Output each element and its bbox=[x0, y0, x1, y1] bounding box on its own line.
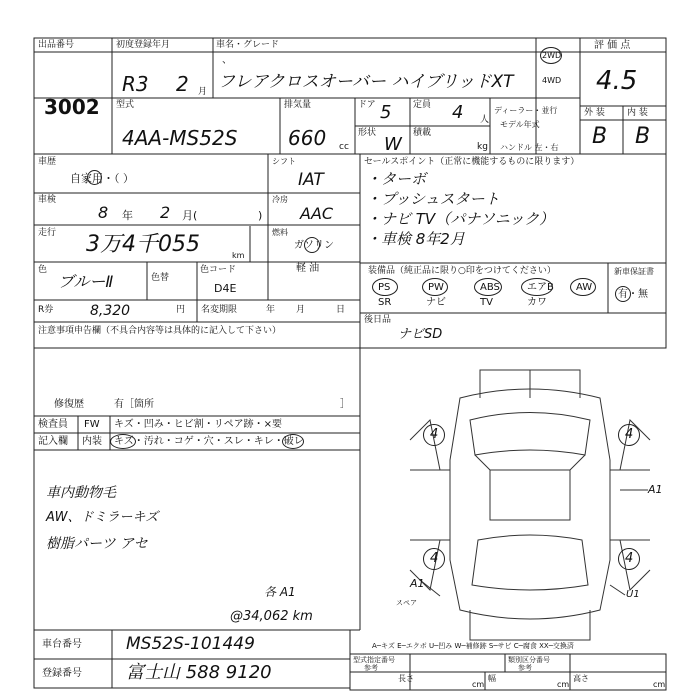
recheck-note: 各 A1 bbox=[264, 585, 296, 599]
shift-label: シフト bbox=[272, 157, 296, 166]
retrofit-label: 後日品 bbox=[364, 315, 392, 325]
doors: 5 bbox=[380, 102, 392, 123]
shape: W bbox=[384, 134, 402, 155]
plate-number: 富士山 588 9120 bbox=[126, 662, 272, 683]
height-unit: cm bbox=[653, 680, 666, 689]
dealer-label: ディーラー・並行 bbox=[494, 106, 558, 115]
class-ref: 参考 bbox=[518, 664, 532, 672]
history-label: 車歴 bbox=[38, 157, 57, 167]
car-name-tick: 、 bbox=[222, 55, 232, 66]
chassis-label: 車台番号 bbox=[42, 639, 82, 650]
color-code-label: 色コード bbox=[200, 265, 237, 275]
name-change-day: 日 bbox=[336, 305, 346, 315]
notes-label: 注意事項申告欄（不具合内容等は具体的に記入して下さい） bbox=[38, 326, 282, 336]
shift: IAT bbox=[298, 170, 324, 190]
equip-label: 装備品（純正品に限り○印をつけてください） bbox=[368, 266, 556, 276]
color-change-label: 色替 bbox=[151, 273, 170, 283]
drive-4wd: 4WD bbox=[542, 76, 562, 85]
yen-unit: 円 bbox=[176, 305, 186, 315]
damage-mark: A1 bbox=[648, 483, 663, 496]
inspector-interior: 内装 bbox=[82, 436, 102, 447]
class-label: 類別区分番号 bbox=[508, 656, 550, 664]
length-unit: cm bbox=[472, 680, 485, 689]
history: 自家用・（ ） bbox=[70, 172, 134, 185]
name-change-label: 名変期限 bbox=[201, 305, 238, 315]
eval-score: 4.5 bbox=[596, 66, 638, 96]
length-label: 長さ bbox=[398, 674, 414, 683]
inspect-month-unit: 月( bbox=[182, 209, 198, 222]
chassis-number: MS52S-101449 bbox=[126, 634, 255, 654]
equip-navi: ナビ bbox=[426, 297, 446, 308]
int-label: 内 装 bbox=[627, 108, 648, 118]
repair-label: 修復歴 bbox=[54, 399, 84, 410]
eval-label: 評 価 点 bbox=[594, 40, 631, 51]
ac-label: 冷房 bbox=[272, 195, 288, 204]
door-label: ドア bbox=[358, 100, 376, 110]
name-change-month: 月 bbox=[296, 305, 306, 315]
type-spec-label: 型式指定番号 bbox=[353, 656, 395, 664]
warranty: 有・無 bbox=[618, 289, 648, 300]
car-name: フレアクロスオーバー ハイブリッドXT bbox=[218, 72, 514, 92]
sales-point: ・プッシュスタート bbox=[366, 190, 500, 208]
note-line: AW、ドミラーキズ bbox=[46, 510, 159, 525]
damage-mark: U1 bbox=[626, 589, 640, 600]
inspect-close: ) bbox=[258, 209, 263, 222]
equip-airbag: エアB bbox=[527, 282, 554, 293]
name-change-year: 年 bbox=[266, 305, 276, 315]
fuel-gasoline: ガソリン bbox=[294, 240, 334, 251]
handle-label: ハンドル 左・右 bbox=[500, 143, 559, 152]
lot-number: 3002 bbox=[44, 95, 100, 119]
panel-grade: 4 bbox=[625, 551, 634, 566]
capacity-label: 定員 bbox=[413, 100, 432, 110]
sales-label: セールスポイント（正常に機能するものに限ります） bbox=[364, 157, 580, 167]
repair-value: 有［箇所 bbox=[114, 399, 154, 410]
capacity: 4 bbox=[452, 102, 464, 123]
inspector-entry-label: 記入欄 bbox=[38, 436, 68, 447]
first-reg-era: R3 bbox=[122, 72, 149, 96]
lot-label: 出品番号 bbox=[38, 40, 75, 50]
inspect-month: 2 bbox=[160, 203, 171, 222]
spare-label: スペア bbox=[396, 599, 417, 607]
load-unit: kg bbox=[477, 142, 488, 152]
panel-grade: 4 bbox=[625, 427, 634, 442]
repair-close: ］ bbox=[340, 399, 350, 410]
car-name-label: 車名・グレード bbox=[216, 40, 280, 50]
first-reg-month: 2 bbox=[176, 72, 189, 96]
ext-label: 外 装 bbox=[584, 108, 605, 118]
recycle-label: R券 bbox=[38, 305, 54, 315]
model-year-label: モデル年式 bbox=[500, 120, 540, 129]
panel-grade: 4 bbox=[430, 427, 439, 442]
panel-grade: 4 bbox=[430, 551, 439, 566]
drive-2wd: 2WD bbox=[542, 51, 562, 60]
displacement-label: 排気量 bbox=[284, 100, 312, 110]
equip-tv: TV bbox=[480, 297, 493, 308]
equip-abs: ABS bbox=[480, 282, 500, 293]
damage-mark: A1 bbox=[410, 577, 425, 590]
sales-point: ・車検 8年2月 bbox=[366, 230, 465, 248]
color: ブルーⅡ bbox=[58, 272, 114, 291]
warranty-label: 新車保証書 bbox=[614, 267, 654, 276]
height-label: 高さ bbox=[573, 674, 589, 683]
recheck-mileage: @34,062 km bbox=[230, 609, 313, 624]
inspect-year: 8 bbox=[98, 203, 109, 222]
damage-legend: A─キズ E─エクボ U─凹み W─補修跡 S─サビ C─腐食 XX─交換済 bbox=[372, 642, 574, 650]
int-grade: B bbox=[635, 124, 651, 149]
capacity-unit: 人 bbox=[480, 115, 490, 125]
model-code: 4AA-MS52S bbox=[122, 126, 238, 150]
inspect-year-unit: 年 bbox=[122, 209, 133, 222]
equip-sr: SR bbox=[378, 297, 392, 308]
equip-aw: AW bbox=[576, 282, 593, 293]
inspector-row1: キズ・凹み・ヒビ割・リペア跡・×要 bbox=[114, 419, 282, 430]
sales-point: ・ターボ bbox=[366, 170, 427, 188]
equip-ps: PS bbox=[378, 282, 391, 293]
inspector-fw: FW bbox=[84, 419, 100, 430]
model-label: 型式 bbox=[116, 100, 135, 110]
plate-label: 登録番号 bbox=[42, 668, 82, 679]
load-label: 積載 bbox=[413, 128, 432, 138]
sales-point: ・ナビ TV（パナソニック） bbox=[366, 210, 555, 228]
mileage-label: 走行 bbox=[38, 228, 57, 238]
width-unit: cm bbox=[557, 680, 570, 689]
width-label: 幅 bbox=[488, 674, 496, 683]
note-line: 樹脂パーツ アセ bbox=[46, 536, 148, 552]
note-line: 車内動物毛 bbox=[46, 485, 116, 501]
type-spec-ref: 参考 bbox=[364, 664, 378, 672]
color-label: 色 bbox=[38, 265, 48, 275]
fuel-label: 燃料 bbox=[272, 228, 288, 237]
km-unit: km bbox=[232, 251, 245, 260]
month-unit: 月 bbox=[198, 87, 208, 97]
color-code: D4E bbox=[214, 282, 237, 295]
mileage: 3万4千055 bbox=[86, 232, 200, 257]
inspect-label: 車検 bbox=[38, 195, 57, 205]
cc-unit: cc bbox=[339, 142, 349, 152]
inspector-row2: キズ・汚れ・コゲ・穴・スレ・キレ・破レ bbox=[114, 436, 304, 447]
ac: AAC bbox=[300, 204, 334, 223]
shape-label: 形状 bbox=[358, 128, 377, 138]
equip-leather: カワ bbox=[527, 297, 547, 308]
first-reg-label: 初度登録年月 bbox=[116, 40, 171, 50]
fuel-diesel: 軽 油 bbox=[296, 263, 320, 274]
equip-pw: PW bbox=[428, 282, 444, 293]
recycle-fee: 8,320 bbox=[90, 303, 131, 319]
displacement: 660 bbox=[288, 126, 327, 150]
retrofit-value: ナビSD bbox=[398, 327, 443, 342]
ext-grade: B bbox=[592, 124, 608, 149]
inspector-label: 検査員 bbox=[38, 419, 68, 430]
